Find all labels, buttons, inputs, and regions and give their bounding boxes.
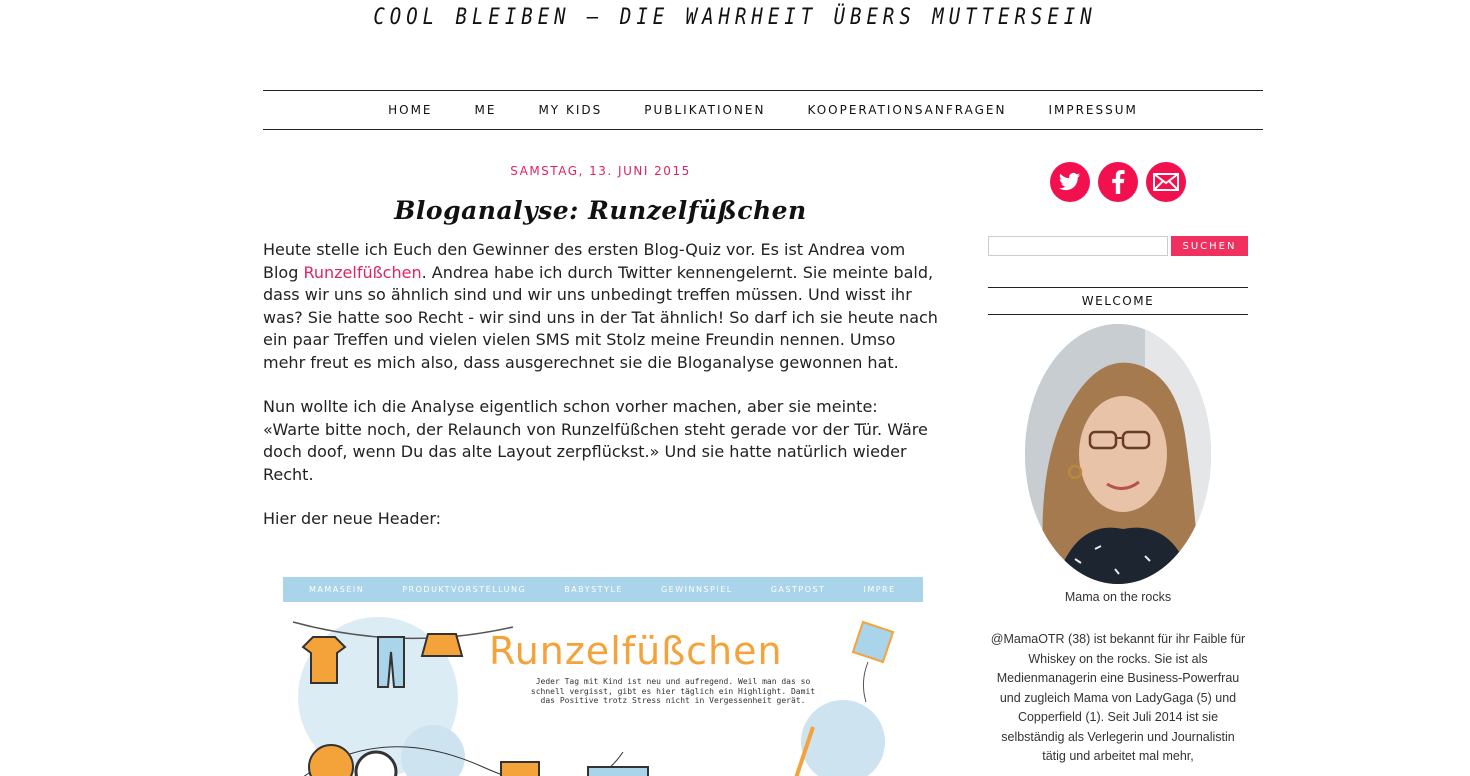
- search-button[interactable]: SUCHEN: [1171, 236, 1248, 256]
- post: [263, 160, 938, 705]
- nav-me[interactable]: ME: [474, 103, 497, 117]
- mail-icon[interactable]: [1146, 162, 1186, 202]
- sidebar: [988, 160, 1248, 767]
- nav-kooperationsanfragen[interactable]: KOOPERATIONSANFRAGEN: [807, 103, 1007, 117]
- runzelfuesschen-header-image[interactable]: [283, 577, 923, 776]
- image-nav-item: PRODUKTVORSTELLUNG: [402, 585, 527, 594]
- nav-my-kids[interactable]: MY KIDS: [538, 103, 603, 117]
- nav-impressum[interactable]: IMPRESSUM: [1048, 103, 1138, 117]
- nav-home[interactable]: HOME: [388, 103, 433, 117]
- avatar: [1025, 324, 1211, 584]
- search-form: [988, 236, 1248, 256]
- post-paragraph: Hier der neue Header:: [263, 509, 442, 528]
- post-paragraph: Nun wollte ich die Analyse eigentlich schon vorher machen, aber sie meinte: «Warte bitte noch, der Relaunch von Runzelfüßchen steht gerade vor der Tür. Wäre doch doof, wenn Du das alte Layout zerpflückst.» Und sie hatte natürlich wieder Recht.: [263, 397, 928, 484]
- image-tagline: Jeder Tag mit Kind ist neu und aufregend. Weil man das so schnell vergisst, gibt es hier täglich ein Highlight. Damit das Positive trotz Stress nicht in Vergessenheit gerät.: [530, 677, 816, 705]
- search-input[interactable]: [988, 236, 1168, 256]
- image-nav-item: IMPRE: [863, 585, 896, 594]
- author-bio: @MamaOTR (38) ist bekannt für ihr Faible für Whiskey on the rocks. Sie ist als Medienmanagerin eine Business-Powerfrau und zugleich Mama von LadyGaga (5) und Copperfield (1). Seit Juli 2014 ist sie selbständig als Verlegerin und Journalistin tätig und arbeitet mal mehr,: [990, 632, 1246, 763]
- main-nav: [263, 90, 1263, 130]
- nav-publikationen[interactable]: PUBLIKATIONEN: [644, 103, 766, 117]
- runzelfuesschen-link[interactable]: Runzelfüßchen: [303, 262, 422, 282]
- site-title[interactable]: COOL BLEIBEN – DIE WAHRHEIT ÜBERS MUTTERSEIN: [373, 4, 1097, 30]
- image-nav-item: MAMASEIN: [309, 585, 365, 594]
- facebook-icon[interactable]: [1098, 162, 1138, 202]
- runzelfuesschen-logo: Runzelfüßchen: [489, 629, 783, 673]
- image-nav-item: GASTPOST: [770, 585, 826, 594]
- image-nav-item: GEWINNSPIEL: [660, 585, 733, 594]
- image-nav: [283, 577, 923, 602]
- post-date: SAMSTAG, 13. JUNI 2015: [510, 164, 691, 178]
- social-icons: [988, 162, 1248, 202]
- avatar-caption: Mama on the rocks: [1064, 590, 1172, 604]
- image-nav-item: BABYSTYLE: [564, 585, 623, 594]
- twitter-icon[interactable]: [1050, 162, 1090, 202]
- avatar-wrap: [988, 324, 1248, 584]
- post-body: [263, 239, 938, 531]
- welcome-title: WELCOME: [988, 287, 1248, 315]
- post-paragraph: Heute stelle ich Euch den Gewinner des ersten Blog-Quiz vor. Es ist Andrea vom Blog Runzelfüßchen. Andrea habe ich durch Twitter kennengelernt. Sie meinte bald, dass wir uns so ähnlich sind und wir uns unbedingt treffen müssen. Und wisst ihr was? Sie hatte soo Recht - wir sind uns in der Tat ähnlich! So darf ich sie heute nach ein paar Treffen und vielen vielen SMS mit Stolz meine Freundin nennen. Umso mehr freut es mich also, dass ausgerechnet sie die Bloganalyse gewonnen hat.: [263, 240, 938, 372]
- post-title[interactable]: Bloganalyse: Runzelfüßchen: [394, 196, 807, 225]
